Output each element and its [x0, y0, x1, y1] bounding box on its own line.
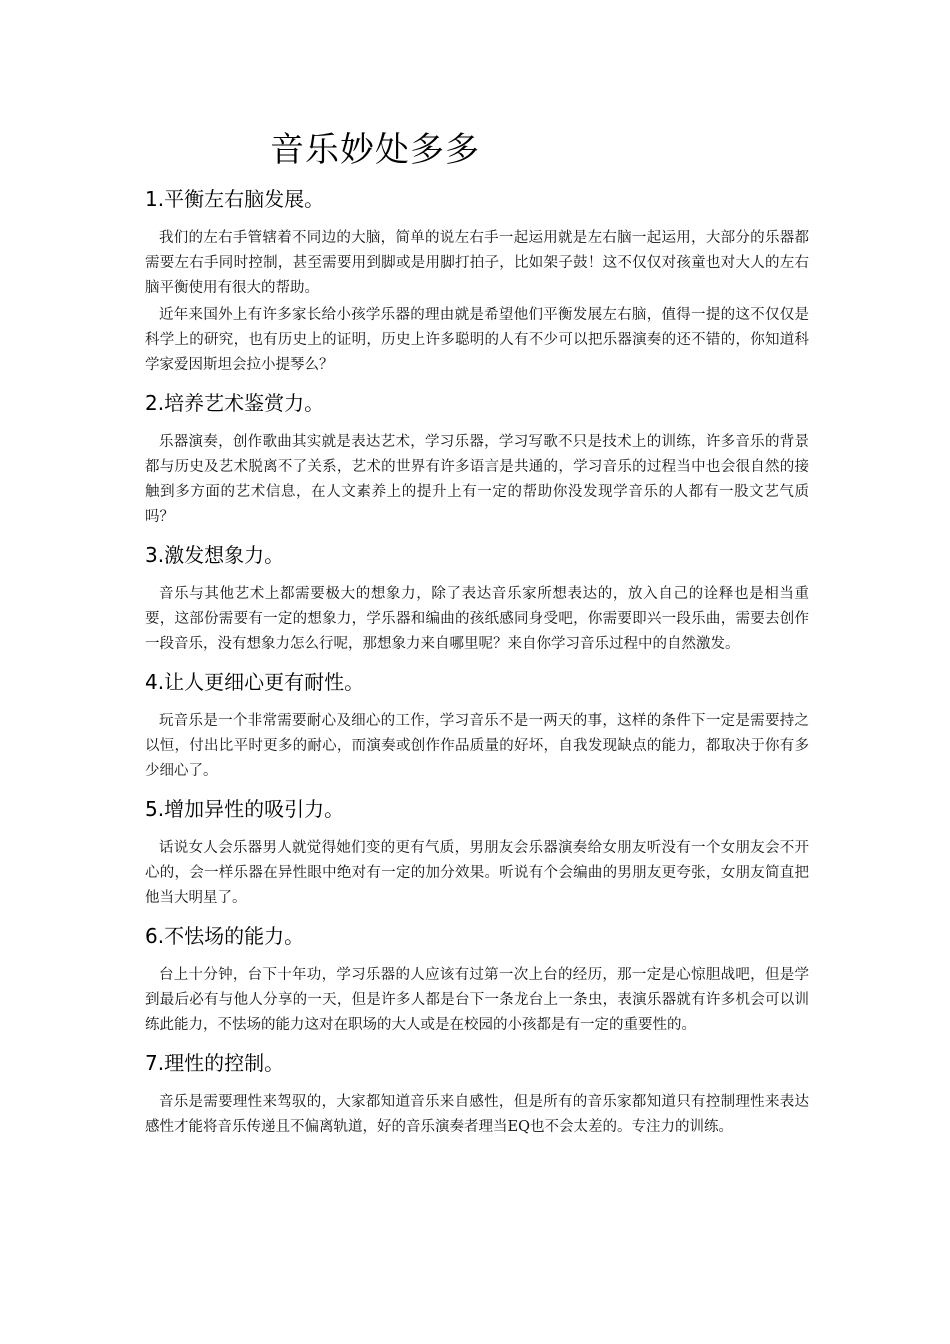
page-title: 音乐妙处多多 [270, 130, 480, 170]
section-paragraph: 话说女人会乐器男人就觉得她们变的更有气质，男朋友会乐器演奏给女朋友听没有一个女朋友会不开心的，会一样乐器在异性眼中绝对有一定的加分效果。听说有个会编曲的男朋友更夸张，女朋友简直把他当大明星了。 [145, 840, 809, 906]
section-paragraph: 我们的左右手管辖着不同边的大脑，简单的说左右手一起运用就是左右脑一起运用，大部分的乐器都需要左右手同时控制，甚至需要用到脚或是用脚打拍子，比如架子鼓！这不仅仅对孩童也对大人的左右脑平衡使用有很大的帮助。 [145, 230, 809, 296]
section-heading: 7.理性的控制。 [145, 1051, 285, 1075]
section-heading: 2.培养艺术鉴赏力。 [145, 391, 325, 415]
document-body [145, 182, 809, 1148]
section-1 [145, 182, 809, 378]
section-heading: 4.让人更细心更有耐性。 [145, 670, 365, 694]
section-paragraph: 音乐是需要理性来驾驭的，大家都知道音乐来自感性，但是所有的音乐家都知道只有控制理性来表达感性才能将音乐传递且不偏离轨道，好的音乐演奏者理当EQ也不会太差的。专注力的训练。 [145, 1094, 809, 1135]
section-heading: 6.不怯场的能力。 [145, 924, 305, 948]
section-paragraph: 音乐与其他艺术上都需要极大的想象力，除了表达音乐家所想表达的，放入自己的诠释也是相当重要，这部份需要有一定的想象力，学乐器和编曲的孩纸感同身受吧，你需要即兴一段乐曲，需要去创作一段音乐，没有想象力怎么行呢，那想象力来自哪里呢？来自你学习音乐过程中的自然激发。 [145, 586, 809, 652]
section-6 [145, 919, 809, 1038]
section-7 [145, 1046, 809, 1140]
section-4 [145, 665, 809, 784]
section-heading: 1.平衡左右脑发展。 [145, 187, 325, 211]
section-3 [145, 538, 809, 657]
section-paragraph: 玩音乐是一个非常需要耐心及细心的工作，学习音乐不是一两天的事，这样的条件下一定是需要持之以恒，付出比平时更多的耐心，而演奏或创作作品质量的好坏，自我发现缺点的能力，都取决于你有多少细心了。 [145, 713, 809, 779]
section-2 [145, 386, 809, 530]
section-heading: 5.增加异性的吸引力。 [145, 797, 345, 821]
section-paragraph: 乐器演奏，创作歌曲其实就是表达艺术，学习乐器，学习写歌不只是技术上的训练，许多音乐的背景都与历史及艺术脱离不了关系，艺术的世界有许多语言是共通的，学习音乐的过程当中也会很自然的接触到多方面的艺术信息，在人文素养上的提升上有一定的帮助你没发现学音乐的人都有一股文艺气质吗？ [145, 434, 809, 525]
section-heading: 3.激发想象力。 [145, 543, 285, 567]
section-5 [145, 792, 809, 911]
section-paragraph: 台上十分钟，台下十年功，学习乐器的人应该有过第一次上台的经历，那一定是心惊胆战吧，但是学到最后必有与他人分享的一天，但是许多人都是台下一条龙台上一条虫，表演乐器就有许多机会可以训练此能力，不怯场的能力这对在职场的大人或是在校园的小孩都是有一定的重要性的。 [145, 967, 809, 1033]
section-paragraph: 近年来国外上有许多家长给小孩学乐器的理由就是希望他们平衡发展左右脑，值得一提的这不仅仅是科学上的研究，也有历史上的证明，历史上许多聪明的人有不少可以把乐器演奏的还不错的，你知道科学家爱因斯坦会拉小提琴么？ [145, 307, 809, 373]
